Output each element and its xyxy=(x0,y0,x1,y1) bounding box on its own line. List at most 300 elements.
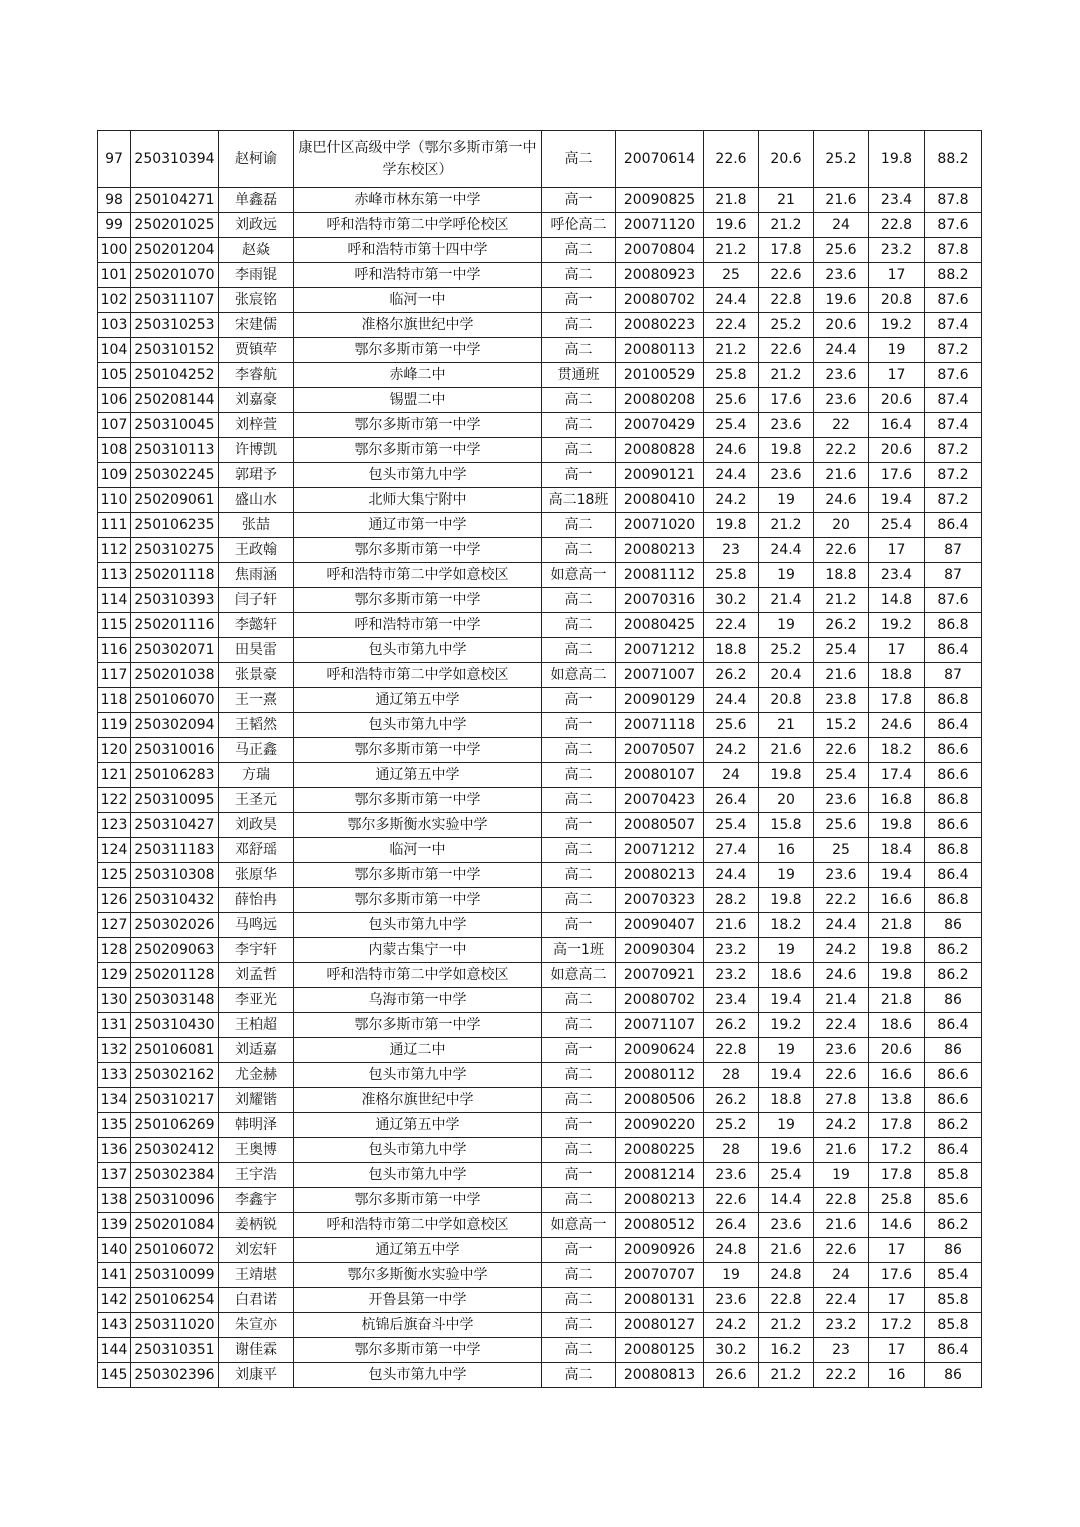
cell-score-4: 17 xyxy=(869,363,925,388)
cell-score-2: 21.2 xyxy=(759,1363,814,1388)
cell-birthdate: 20090121 xyxy=(616,463,704,488)
cell-score-2: 16.2 xyxy=(759,1338,814,1363)
cell-score-3: 24.2 xyxy=(814,1113,869,1138)
cell-score-3: 24.2 xyxy=(814,938,869,963)
cell-rank: 105 xyxy=(98,363,131,388)
cell-score-4: 16 xyxy=(869,1363,925,1388)
cell-score-3: 21.2 xyxy=(814,588,869,613)
cell-total: 86.8 xyxy=(925,788,982,813)
cell-score-2: 25.4 xyxy=(759,1163,814,1188)
cell-total: 88.2 xyxy=(925,263,982,288)
cell-score-3: 22.2 xyxy=(814,1363,869,1388)
table-row xyxy=(98,1163,982,1188)
cell-score-1: 28 xyxy=(704,1138,759,1163)
cell-total: 86.8 xyxy=(925,838,982,863)
cell-total: 86 xyxy=(925,1363,982,1388)
cell-score-4: 19 xyxy=(869,338,925,363)
cell-score-4: 17 xyxy=(869,538,925,563)
cell-birthdate: 20090825 xyxy=(616,188,704,213)
cell-score-4: 16.6 xyxy=(869,1063,925,1088)
table-row xyxy=(98,1088,982,1113)
cell-rank: 102 xyxy=(98,288,131,313)
cell-grade: 高一 xyxy=(542,1163,616,1188)
cell-score-3: 23.6 xyxy=(814,1038,869,1063)
cell-name: 赵焱 xyxy=(219,238,294,263)
cell-rank: 124 xyxy=(98,838,131,863)
cell-birthdate: 20090129 xyxy=(616,688,704,713)
table-row xyxy=(98,313,982,338)
cell-exam-id: 250311107 xyxy=(131,288,219,313)
cell-score-2: 19 xyxy=(759,863,814,888)
cell-score-2: 24.4 xyxy=(759,538,814,563)
cell-score-3: 24 xyxy=(814,1263,869,1288)
table-row xyxy=(98,1113,982,1138)
cell-score-1: 24.6 xyxy=(704,438,759,463)
cell-total: 88.2 xyxy=(925,131,982,188)
cell-school: 临河一中 xyxy=(294,288,542,313)
cell-birthdate: 20080113 xyxy=(616,338,704,363)
cell-score-2: 23.6 xyxy=(759,413,814,438)
table-row xyxy=(98,563,982,588)
cell-score-3: 23.6 xyxy=(814,863,869,888)
cell-grade: 高二 xyxy=(542,1088,616,1113)
cell-score-4: 14.6 xyxy=(869,1213,925,1238)
cell-rank: 143 xyxy=(98,1313,131,1338)
cell-name: 贾镇荦 xyxy=(219,338,294,363)
cell-total: 87 xyxy=(925,538,982,563)
cell-grade: 如意高一 xyxy=(542,1213,616,1238)
cell-name: 刘孟哲 xyxy=(219,963,294,988)
cell-score-3: 24.6 xyxy=(814,963,869,988)
cell-rank: 114 xyxy=(98,588,131,613)
cell-grade: 高二 xyxy=(542,1188,616,1213)
cell-total: 87.6 xyxy=(925,363,982,388)
cell-exam-id: 250311183 xyxy=(131,838,219,863)
cell-rank: 134 xyxy=(98,1088,131,1113)
cell-birthdate: 20100529 xyxy=(616,363,704,388)
cell-birthdate: 20071020 xyxy=(616,513,704,538)
cell-score-1: 24.2 xyxy=(704,488,759,513)
cell-birthdate: 20071007 xyxy=(616,663,704,688)
cell-total: 86.2 xyxy=(925,1213,982,1238)
cell-school: 鄂尔多斯市第一中学 xyxy=(294,538,542,563)
table-row xyxy=(98,1063,982,1088)
cell-grade: 高二 xyxy=(542,1138,616,1163)
cell-grade: 高一 xyxy=(542,1113,616,1138)
cell-total: 87 xyxy=(925,563,982,588)
cell-birthdate: 20071212 xyxy=(616,838,704,863)
cell-grade: 高二 xyxy=(542,338,616,363)
cell-score-1: 24.4 xyxy=(704,463,759,488)
cell-birthdate: 20080425 xyxy=(616,613,704,638)
cell-score-1: 24.4 xyxy=(704,863,759,888)
cell-score-4: 17 xyxy=(869,1238,925,1263)
cell-score-4: 19.8 xyxy=(869,938,925,963)
cell-school: 包头市第九中学 xyxy=(294,638,542,663)
table-row xyxy=(98,213,982,238)
cell-score-4: 17.8 xyxy=(869,688,925,713)
cell-school: 赤峰二中 xyxy=(294,363,542,388)
cell-score-1: 26.4 xyxy=(704,788,759,813)
cell-birthdate: 20080125 xyxy=(616,1338,704,1363)
cell-score-4: 18.8 xyxy=(869,663,925,688)
cell-name: 刘耀锴 xyxy=(219,1088,294,1113)
cell-name: 刘政昊 xyxy=(219,813,294,838)
cell-name: 王韬然 xyxy=(219,713,294,738)
cell-exam-id: 250201070 xyxy=(131,263,219,288)
cell-score-2: 14.4 xyxy=(759,1188,814,1213)
cell-score-1: 26.2 xyxy=(704,1088,759,1113)
cell-score-2: 19 xyxy=(759,938,814,963)
table-row xyxy=(98,488,982,513)
cell-score-1: 19.8 xyxy=(704,513,759,538)
cell-score-3: 23.6 xyxy=(814,388,869,413)
cell-total: 85.6 xyxy=(925,1188,982,1213)
cell-score-3: 22.2 xyxy=(814,438,869,463)
cell-score-4: 18.6 xyxy=(869,1013,925,1038)
table-row xyxy=(98,638,982,663)
cell-rank: 109 xyxy=(98,463,131,488)
cell-score-4: 23.4 xyxy=(869,563,925,588)
cell-name: 韩明泽 xyxy=(219,1113,294,1138)
cell-score-2: 18.6 xyxy=(759,963,814,988)
cell-total: 86.6 xyxy=(925,1063,982,1088)
cell-total: 87.8 xyxy=(925,188,982,213)
cell-score-1: 23.6 xyxy=(704,1288,759,1313)
table-row xyxy=(98,263,982,288)
cell-score-2: 19 xyxy=(759,1038,814,1063)
cell-score-3: 22.6 xyxy=(814,1063,869,1088)
table-row xyxy=(98,588,982,613)
cell-name: 刘梓萱 xyxy=(219,413,294,438)
table-row xyxy=(98,1313,982,1338)
cell-score-3: 22.2 xyxy=(814,888,869,913)
cell-grade: 高一 xyxy=(542,463,616,488)
table-row xyxy=(98,1213,982,1238)
cell-birthdate: 20080213 xyxy=(616,863,704,888)
cell-birthdate: 20080223 xyxy=(616,313,704,338)
table-row xyxy=(98,888,982,913)
table-row xyxy=(98,1263,982,1288)
cell-score-3: 22.4 xyxy=(814,1013,869,1038)
cell-birthdate: 20080702 xyxy=(616,288,704,313)
cell-exam-id: 250201118 xyxy=(131,563,219,588)
cell-score-2: 22.8 xyxy=(759,1288,814,1313)
cell-score-3: 25.4 xyxy=(814,638,869,663)
cell-name: 方瑞 xyxy=(219,763,294,788)
cell-score-3: 22.6 xyxy=(814,538,869,563)
cell-score-3: 23.6 xyxy=(814,788,869,813)
cell-total: 87.6 xyxy=(925,288,982,313)
cell-rank: 120 xyxy=(98,738,131,763)
cell-score-1: 30.2 xyxy=(704,1338,759,1363)
cell-birthdate: 20080213 xyxy=(616,538,704,563)
cell-birthdate: 20090220 xyxy=(616,1113,704,1138)
cell-score-3: 24.6 xyxy=(814,488,869,513)
cell-school: 鄂尔多斯市第一中学 xyxy=(294,588,542,613)
cell-grade: 高一 xyxy=(542,1038,616,1063)
cell-birthdate: 20071120 xyxy=(616,213,704,238)
cell-school: 内蒙古集宁一中 xyxy=(294,938,542,963)
cell-total: 86.4 xyxy=(925,513,982,538)
cell-exam-id: 250310394 xyxy=(131,131,219,188)
cell-score-4: 19.4 xyxy=(869,488,925,513)
cell-school: 准格尔旗世纪中学 xyxy=(294,313,542,338)
cell-exam-id: 250310430 xyxy=(131,1013,219,1038)
cell-score-4: 17.6 xyxy=(869,1263,925,1288)
cell-birthdate: 20090926 xyxy=(616,1238,704,1263)
cell-score-2: 21.4 xyxy=(759,588,814,613)
cell-score-1: 22.4 xyxy=(704,313,759,338)
cell-grade: 高一 xyxy=(542,288,616,313)
cell-total: 87 xyxy=(925,663,982,688)
cell-score-4: 19.8 xyxy=(869,963,925,988)
cell-exam-id: 250106070 xyxy=(131,688,219,713)
cell-total: 87.4 xyxy=(925,388,982,413)
cell-score-2: 17.6 xyxy=(759,388,814,413)
cell-exam-id: 250106269 xyxy=(131,1113,219,1138)
table-row xyxy=(98,413,982,438)
cell-rank: 128 xyxy=(98,938,131,963)
cell-score-2: 19.4 xyxy=(759,1063,814,1088)
cell-score-3: 23.6 xyxy=(814,263,869,288)
cell-grade: 高一1班 xyxy=(542,938,616,963)
cell-name: 邓舒瑶 xyxy=(219,838,294,863)
cell-exam-id: 250302396 xyxy=(131,1363,219,1388)
cell-school: 康巴什区高级中学（鄂尔多斯市第一中学东校区） xyxy=(294,131,542,188)
cell-score-2: 19.4 xyxy=(759,988,814,1013)
cell-total: 85.4 xyxy=(925,1263,982,1288)
cell-rank: 97 xyxy=(98,131,131,188)
cell-exam-id: 250310432 xyxy=(131,888,219,913)
cell-exam-id: 250311020 xyxy=(131,1313,219,1338)
cell-score-1: 25.8 xyxy=(704,563,759,588)
cell-exam-id: 250310393 xyxy=(131,588,219,613)
cell-birthdate: 20080107 xyxy=(616,763,704,788)
cell-exam-id: 250208144 xyxy=(131,388,219,413)
cell-score-2: 21 xyxy=(759,188,814,213)
cell-school: 包头市第九中学 xyxy=(294,1138,542,1163)
cell-exam-id: 250302384 xyxy=(131,1163,219,1188)
cell-score-4: 20.6 xyxy=(869,1038,925,1063)
table-row xyxy=(98,913,982,938)
cell-birthdate: 20070804 xyxy=(616,238,704,263)
cell-score-2: 21.2 xyxy=(759,513,814,538)
cell-grade: 高二 xyxy=(542,313,616,338)
cell-birthdate: 20080702 xyxy=(616,988,704,1013)
cell-birthdate: 20081214 xyxy=(616,1163,704,1188)
table-row xyxy=(98,288,982,313)
cell-score-4: 17.8 xyxy=(869,1113,925,1138)
cell-grade: 高二 xyxy=(542,513,616,538)
cell-grade: 高二 xyxy=(542,613,616,638)
cell-name: 单鑫磊 xyxy=(219,188,294,213)
cell-grade: 高二18班 xyxy=(542,488,616,513)
cell-exam-id: 250310253 xyxy=(131,313,219,338)
cell-total: 87.2 xyxy=(925,463,982,488)
cell-score-1: 23.4 xyxy=(704,988,759,1013)
cell-total: 86.6 xyxy=(925,738,982,763)
cell-rank: 99 xyxy=(98,213,131,238)
cell-exam-id: 250310427 xyxy=(131,813,219,838)
cell-total: 86.4 xyxy=(925,863,982,888)
cell-birthdate: 20070507 xyxy=(616,738,704,763)
cell-score-1: 28 xyxy=(704,1063,759,1088)
cell-name: 朱宣亦 xyxy=(219,1313,294,1338)
cell-score-2: 19 xyxy=(759,1113,814,1138)
cell-score-1: 23 xyxy=(704,538,759,563)
cell-name: 王一熹 xyxy=(219,688,294,713)
cell-exam-id: 250106254 xyxy=(131,1288,219,1313)
cell-exam-id: 250310113 xyxy=(131,438,219,463)
cell-total: 86.8 xyxy=(925,888,982,913)
cell-school: 鄂尔多斯市第一中学 xyxy=(294,738,542,763)
cell-birthdate: 20070614 xyxy=(616,131,704,188)
cell-total: 87.2 xyxy=(925,338,982,363)
cell-total: 86.6 xyxy=(925,813,982,838)
cell-grade: 高一 xyxy=(542,1238,616,1263)
cell-total: 86.4 xyxy=(925,713,982,738)
cell-score-4: 23.4 xyxy=(869,188,925,213)
cell-rank: 139 xyxy=(98,1213,131,1238)
cell-total: 86.2 xyxy=(925,938,982,963)
cell-score-3: 24.4 xyxy=(814,338,869,363)
cell-score-4: 19.4 xyxy=(869,863,925,888)
cell-rank: 130 xyxy=(98,988,131,1013)
table-row xyxy=(98,788,982,813)
cell-name: 王靖堪 xyxy=(219,1263,294,1288)
cell-score-3: 25.6 xyxy=(814,238,869,263)
cell-score-1: 25.6 xyxy=(704,388,759,413)
cell-school: 杭锦后旗奋斗中学 xyxy=(294,1313,542,1338)
cell-score-1: 24.2 xyxy=(704,1313,759,1338)
cell-name: 谢佳霖 xyxy=(219,1338,294,1363)
cell-total: 85.8 xyxy=(925,1313,982,1338)
cell-score-1: 26.2 xyxy=(704,663,759,688)
cell-total: 86.2 xyxy=(925,1113,982,1138)
cell-score-2: 25.2 xyxy=(759,638,814,663)
cell-school: 包头市第九中学 xyxy=(294,913,542,938)
cell-score-2: 22.6 xyxy=(759,263,814,288)
cell-score-2: 19.2 xyxy=(759,1013,814,1038)
cell-birthdate: 20071212 xyxy=(616,638,704,663)
cell-score-2: 20.6 xyxy=(759,131,814,188)
cell-birthdate: 20080813 xyxy=(616,1363,704,1388)
cell-school: 鄂尔多斯市第一中学 xyxy=(294,1013,542,1038)
cell-exam-id: 250310217 xyxy=(131,1088,219,1113)
cell-score-2: 25.2 xyxy=(759,313,814,338)
table-row xyxy=(98,1013,982,1038)
score-table xyxy=(97,130,982,1388)
cell-school: 通辽第五中学 xyxy=(294,688,542,713)
cell-school: 鄂尔多斯衡水实验中学 xyxy=(294,813,542,838)
cell-name: 张原华 xyxy=(219,863,294,888)
cell-score-1: 26.6 xyxy=(704,1363,759,1388)
cell-score-3: 20.6 xyxy=(814,313,869,338)
cell-score-1: 28.2 xyxy=(704,888,759,913)
cell-total: 87.2 xyxy=(925,438,982,463)
cell-exam-id: 250106283 xyxy=(131,763,219,788)
cell-name: 尤金赫 xyxy=(219,1063,294,1088)
cell-name: 张景豪 xyxy=(219,663,294,688)
cell-school: 呼和浩特市第十四中学 xyxy=(294,238,542,263)
cell-exam-id: 250106081 xyxy=(131,1038,219,1063)
cell-score-2: 21.6 xyxy=(759,738,814,763)
cell-score-1: 25.6 xyxy=(704,713,759,738)
cell-name: 闫子轩 xyxy=(219,588,294,613)
cell-rank: 127 xyxy=(98,913,131,938)
cell-score-3: 22.6 xyxy=(814,738,869,763)
cell-grade: 高一 xyxy=(542,813,616,838)
cell-school: 呼和浩特市第一中学 xyxy=(294,263,542,288)
cell-rank: 137 xyxy=(98,1163,131,1188)
cell-school: 通辽第五中学 xyxy=(294,1113,542,1138)
cell-score-1: 21.6 xyxy=(704,913,759,938)
cell-score-2: 21 xyxy=(759,713,814,738)
cell-grade: 高一 xyxy=(542,913,616,938)
cell-school: 鄂尔多斯市第一中学 xyxy=(294,888,542,913)
cell-school: 锡盟二中 xyxy=(294,388,542,413)
cell-total: 86 xyxy=(925,1038,982,1063)
table-row xyxy=(98,1038,982,1063)
cell-exam-id: 250302026 xyxy=(131,913,219,938)
cell-score-4: 14.8 xyxy=(869,588,925,613)
table-row xyxy=(98,513,982,538)
cell-grade: 高二 xyxy=(542,413,616,438)
cell-score-2: 20.4 xyxy=(759,663,814,688)
cell-rank: 106 xyxy=(98,388,131,413)
cell-score-3: 23 xyxy=(814,1338,869,1363)
cell-rank: 126 xyxy=(98,888,131,913)
cell-school: 开鲁县第一中学 xyxy=(294,1288,542,1313)
cell-score-2: 20 xyxy=(759,788,814,813)
cell-total: 86.6 xyxy=(925,763,982,788)
cell-score-4: 18.4 xyxy=(869,838,925,863)
cell-birthdate: 20090407 xyxy=(616,913,704,938)
cell-score-2: 18.2 xyxy=(759,913,814,938)
cell-rank: 136 xyxy=(98,1138,131,1163)
cell-school: 鄂尔多斯市第一中学 xyxy=(294,338,542,363)
cell-grade: 高二 xyxy=(542,1013,616,1038)
cell-birthdate: 20081112 xyxy=(616,563,704,588)
cell-exam-id: 250104271 xyxy=(131,188,219,213)
cell-score-1: 24.4 xyxy=(704,288,759,313)
cell-birthdate: 20070323 xyxy=(616,888,704,913)
cell-score-1: 23.2 xyxy=(704,938,759,963)
cell-school: 包头市第九中学 xyxy=(294,463,542,488)
cell-score-1: 22.6 xyxy=(704,131,759,188)
cell-grade: 高二 xyxy=(542,988,616,1013)
cell-score-3: 21.4 xyxy=(814,988,869,1013)
cell-score-4: 19.8 xyxy=(869,813,925,838)
cell-rank: 144 xyxy=(98,1338,131,1363)
cell-score-3: 21.6 xyxy=(814,1138,869,1163)
cell-grade: 如意高二 xyxy=(542,663,616,688)
cell-rank: 110 xyxy=(98,488,131,513)
cell-score-4: 17 xyxy=(869,638,925,663)
cell-grade: 高二 xyxy=(542,1313,616,1338)
cell-grade: 高二 xyxy=(542,888,616,913)
cell-school: 包头市第九中学 xyxy=(294,1363,542,1388)
table-row xyxy=(98,863,982,888)
cell-score-3: 23.6 xyxy=(814,363,869,388)
cell-score-1: 24.8 xyxy=(704,1238,759,1263)
cell-birthdate: 20071107 xyxy=(616,1013,704,1038)
cell-score-2: 23.6 xyxy=(759,1213,814,1238)
cell-score-3: 20 xyxy=(814,513,869,538)
cell-name: 李雨锟 xyxy=(219,263,294,288)
cell-score-1: 22.4 xyxy=(704,613,759,638)
